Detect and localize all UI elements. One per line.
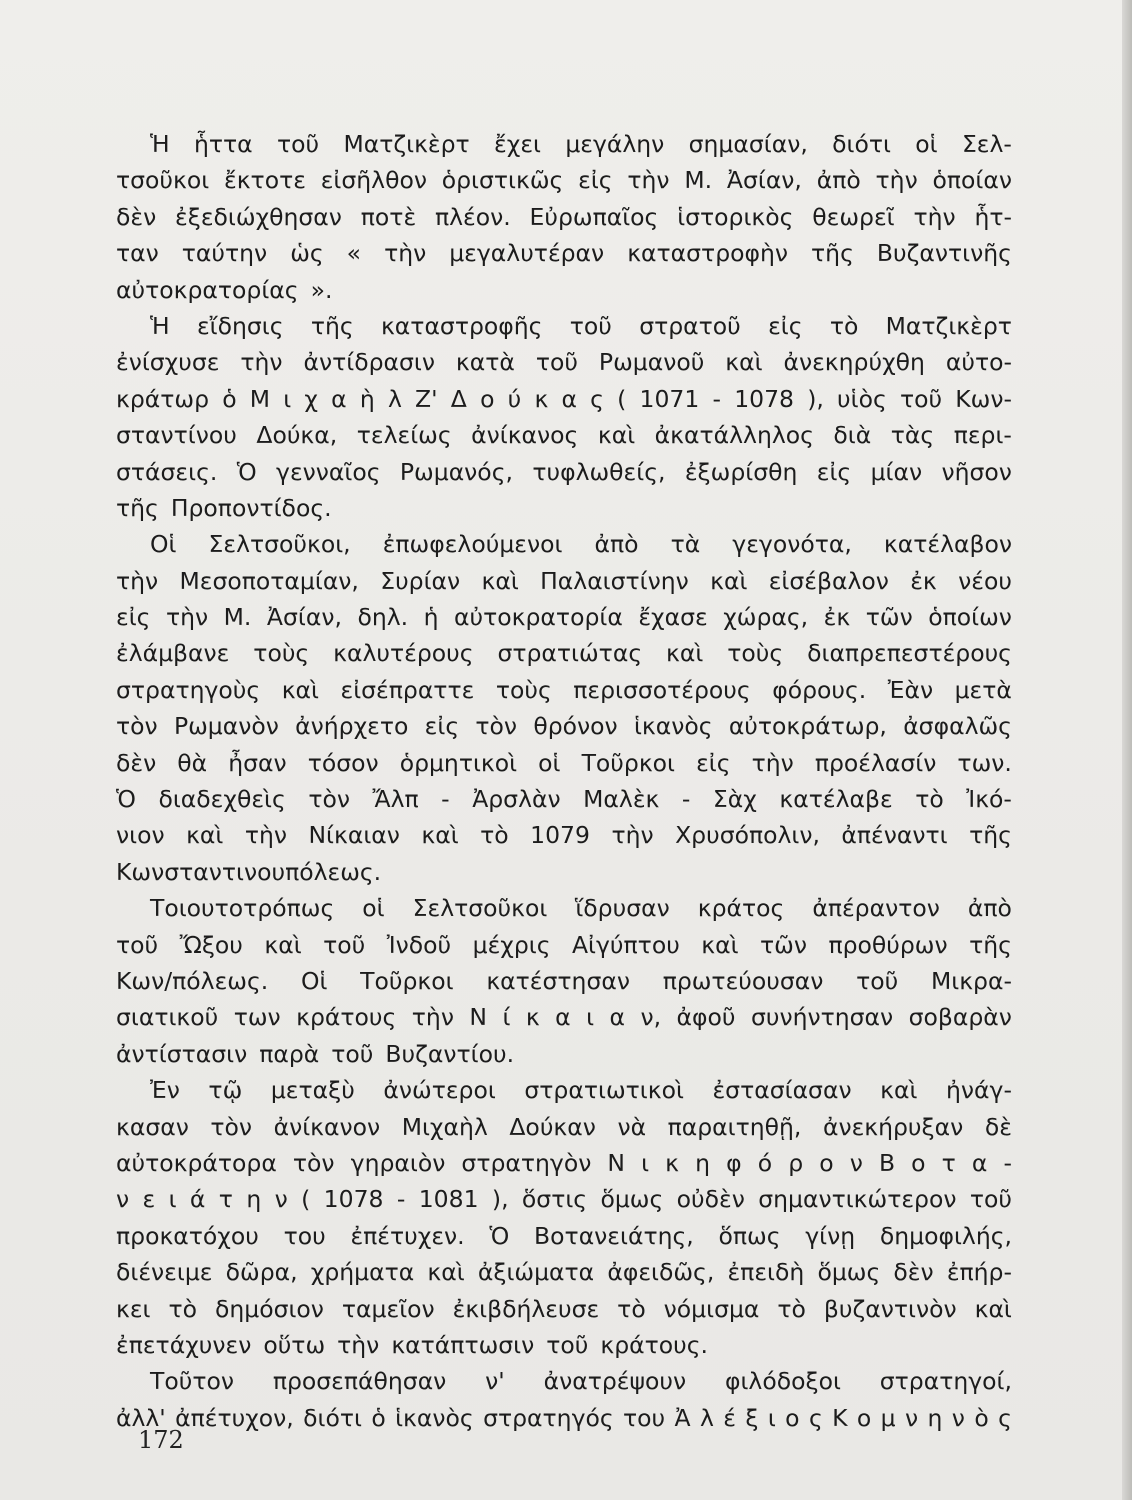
- text-line: αὐτοκρατορίας ».: [116, 275, 333, 304]
- paragraph: [116, 308, 1012, 526]
- text-line: Κων/πόλεως. Οἱ Τοῦρκοι κατέστησαν πρωτεύουσαν τοῦ Μικρα-: [116, 966, 1012, 995]
- paragraph: [116, 126, 1012, 308]
- text-line: τσοῦκοι ἔκτοτε εἰσῆλθον ὁριστικῶς εἰς τὴν Μ. Ἀσίαν, ἀπὸ τὴν ὁποίαν: [116, 166, 1012, 195]
- paragraph: [116, 1363, 1012, 1436]
- text-line: κράτωρ ὁ Μ ι χ α ὴ λ Ζ' Δ ο ύ κ α ς ( 1071 - 1078 ), υἱὸς τοῦ Κων-: [116, 384, 1012, 413]
- text-line: τὸν Ρωμανὸν ἀνήρχετο εἰς τὸν θρόνον ἱκανὸς αὐτοκράτωρ, ἀσφαλῶς: [116, 712, 1012, 741]
- text-line: διένειμε δῶρα, χρήματα καὶ ἀξιώματα ἀφειδῶς, ἐπειδὴ ὅμως δὲν ἐπήρ-: [116, 1258, 1012, 1287]
- text-line: Τοιουτοτρόπως οἱ Σελτσοῦκοι ἵδρυσαν κράτος ἀπέραντον ἀπὸ: [150, 894, 1012, 923]
- text-line: τοῦ Ὤξου καὶ τοῦ Ἰνδοῦ μέχρις Αἰγύπτου καὶ τῶν προθύρων τῆς: [116, 930, 1012, 959]
- text-line: αὐτοκράτορα τὸν γηραιὸν στρατηγὸν Ν ι κ η φ ό ρ ο ν Β ο τ α -: [116, 1148, 1012, 1177]
- text-line: Τοῦτον προσεπάθησαν ν' ἀνατρέψουν φιλόδοξοι στρατηγοί,: [150, 1367, 1012, 1396]
- page-edge-shadow: [1122, 0, 1132, 1500]
- text-line: Ἡ εἴδησις τῆς καταστροφῆς τοῦ στρατοῦ εἰς τὸ Ματζικὲρτ: [150, 311, 1012, 340]
- paragraph: [116, 526, 1012, 890]
- text-line: σταντίνου Δούκα, τελείως ἀνίκανος καὶ ἀκατάλληλος διὰ τὰς περι-: [116, 421, 1012, 450]
- text-line: ν ε ι ά τ η ν ( 1078 - 1081 ), ὅστις ὅμως οὐδὲν σημαντικώτερον τοῦ: [116, 1185, 1012, 1214]
- text-line: σιατικοῦ των κράτους τὴν Ν ί κ α ι α ν, ἀφοῦ συνήντησαν σοβαρὰν: [116, 1003, 1012, 1032]
- body-text: [116, 126, 1012, 1436]
- text-line: ἐπετάχυνεν οὕτω τὴν κατάπτωσιν τοῦ κράτους.: [116, 1330, 709, 1359]
- text-line: προκατόχου του ἐπέτυχεν. Ὁ Βοτανειάτης, ὅπως γίνῃ δημοφιλής,: [116, 1221, 1012, 1250]
- text-line: ἐνίσχυσε τὴν ἀντίδρασιν κατὰ τοῦ Ρωμανοῦ καὶ ἀνεκηρύχθη αὐτο-: [116, 348, 1012, 377]
- text-line: τῆς Προποντίδος.: [116, 493, 332, 522]
- text-line: κει τὸ δημόσιον ταμεῖον ἐκιβδήλευσε τὸ νόμισμα τὸ βυζαντινὸν καὶ: [116, 1294, 1012, 1323]
- text-line: στρατηγοὺς καὶ εἰσέπραττε τοὺς περισσοτέρους φόρους. Ἐὰν μετὰ: [116, 675, 1012, 704]
- text-line: Ἐν τῷ μεταξὺ ἀνώτεροι στρατιωτικοὶ ἐστασίασαν καὶ ἠνάγ-: [150, 1076, 1012, 1105]
- text-line: δὲν ἐξεδιώχθησαν ποτὲ πλέον. Εὐρωπαῖος ἱστορικὸς θεωρεῖ τὴν ἧτ-: [116, 202, 1012, 231]
- paragraph: [116, 1072, 1012, 1363]
- text-line: νιον καὶ τὴν Νίκαιαν καὶ τὸ 1079 τὴν Χρυσόπολιν, ἀπέναντι τῆς: [116, 821, 1012, 850]
- text-line: δὲν θὰ ἦσαν τόσον ὁρμητικοὶ οἱ Τοῦρκοι εἰς τὴν προέλασίν των.: [116, 748, 1012, 777]
- text-line: Ὁ διαδεχθεὶς τὸν Ἄλπ - Ἀρσλὰν Μαλὲκ - Σὰχ κατέλαβε τὸ Ἰκό-: [116, 785, 1012, 814]
- paragraph: [116, 890, 1012, 1072]
- text-line: ἀντίστασιν παρὰ τοῦ Βυζαντίου.: [116, 1039, 515, 1068]
- text-line: Οἱ Σελτσοῦκοι, ἐπωφελούμενοι ἀπὸ τὰ γεγονότα, κατέλαβον: [150, 530, 1012, 559]
- text-line: ἀλλ' ἀπέτυχον, διότι ὁ ἱκανὸς στρατηγός του Ἀ λ έ ξ ι ο ς Κ ο μ ν η ν ὸ ς: [116, 1403, 1012, 1432]
- text-line: ἐλάμβανε τοὺς καλυτέρους στρατιώτας καὶ τοὺς διαπρεπεστέρους: [116, 639, 1012, 668]
- text-line: εἰς τὴν Μ. Ἀσίαν, δηλ. ἡ αὐτοκρατορία ἔχασε χώρας, ἐκ τῶν ὁποίων: [116, 603, 1012, 632]
- text-line: Ἡ ἧττα τοῦ Ματζικὲρτ ἔχει μεγάλην σημασίαν, διότι οἱ Σελ-: [150, 130, 1012, 158]
- text-line: κασαν τὸν ἀνίκανον Μιχαὴλ Δούκαν νὰ παραιτηθῇ, ἀνεκήρυξαν δὲ: [116, 1112, 1012, 1141]
- text-line: τὴν Μεσοποταμίαν, Συρίαν καὶ Παλαιστίνην καὶ εἰσέβαλον ἐκ νέου: [116, 566, 1012, 595]
- text-line: Κωνσταντινουπόλεως.: [116, 857, 382, 886]
- text-line: ταν ταύτην ὡς « τὴν μεγαλυτέραν καταστροφὴν τῆς Βυζαντινῆς: [116, 239, 1012, 268]
- text-line: στάσεις. Ὁ γενναῖος Ρωμανός, τυφλωθείς, ἐξωρίσθη εἰς μίαν νῆσον: [116, 457, 1012, 486]
- page-number: 172: [138, 1426, 184, 1454]
